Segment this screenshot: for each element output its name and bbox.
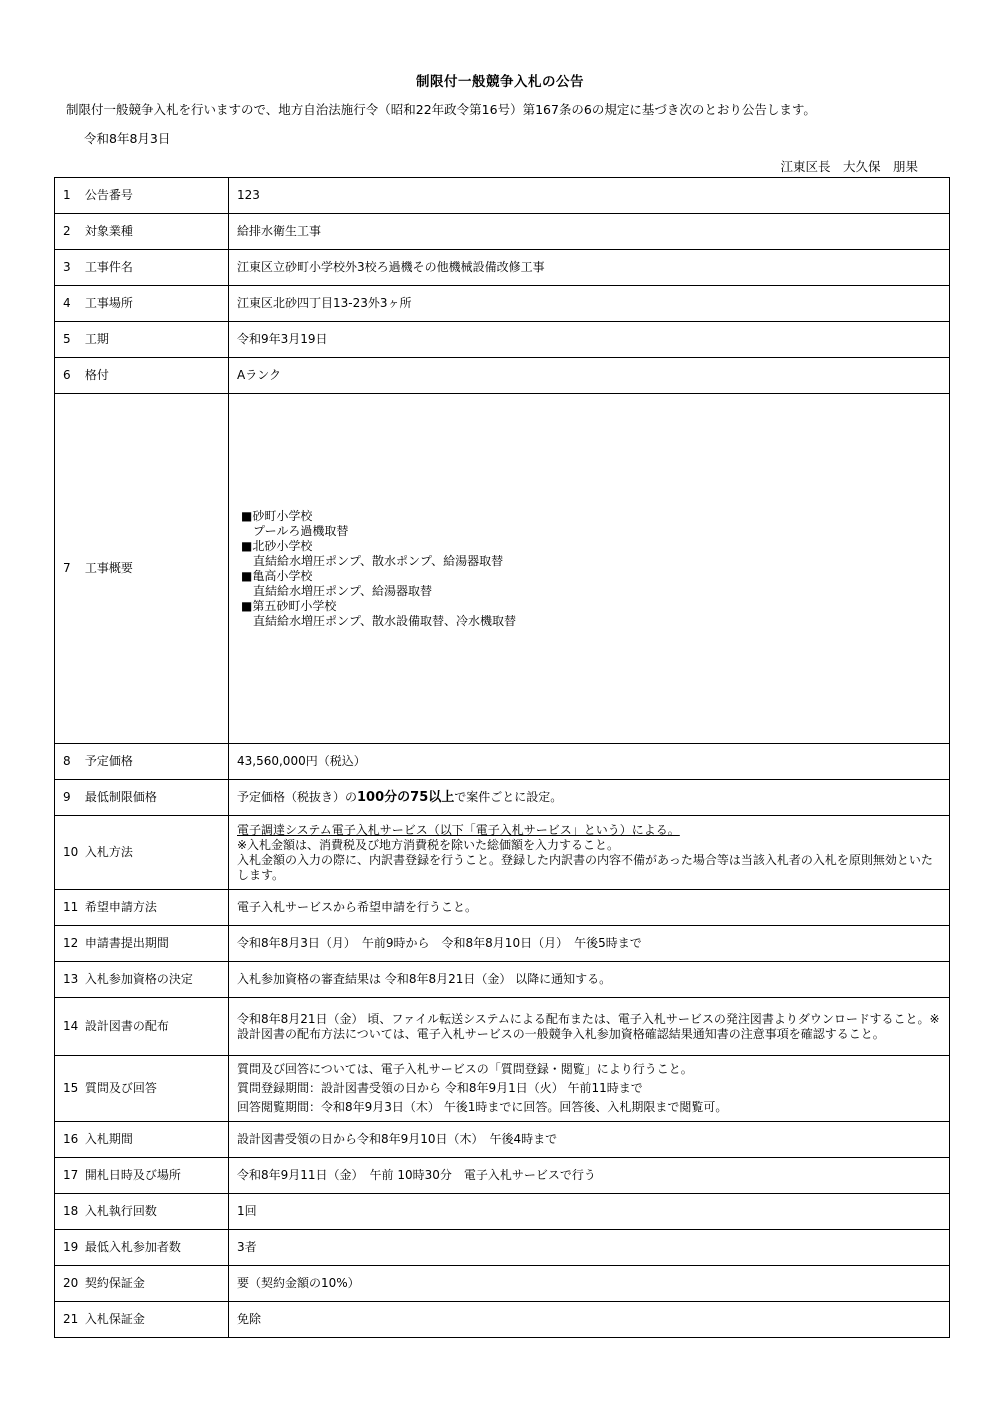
item-label: 入札参加資格の決定 bbox=[84, 972, 193, 986]
table-row bbox=[55, 322, 950, 358]
table-row bbox=[55, 286, 950, 322]
item-label: 予定価格 bbox=[84, 754, 133, 768]
item-number: 3 bbox=[63, 260, 71, 274]
table-row bbox=[55, 1302, 950, 1338]
item-label: 工事概要 bbox=[84, 561, 133, 575]
item-value: 給排水衛生工事 bbox=[229, 214, 950, 250]
item-label-cell bbox=[55, 890, 229, 926]
item-label: 質問及び回答 bbox=[84, 1081, 157, 1095]
table-row bbox=[55, 214, 950, 250]
min-price-suffix: で案件ごとに設定。 bbox=[454, 790, 563, 804]
item-value: 電子入札サービスから希望申請を行うこと。 bbox=[229, 890, 950, 926]
item-label: 入札執行回数 bbox=[84, 1204, 157, 1218]
item-label-cell bbox=[55, 1230, 229, 1266]
item-value: 令和9年3月19日 bbox=[229, 322, 950, 358]
outline-line: ■亀高小学校 bbox=[241, 568, 313, 583]
item-number: 19 bbox=[63, 1240, 79, 1254]
item-number: 16 bbox=[63, 1132, 79, 1146]
item-value: 123 bbox=[229, 178, 950, 214]
item-number: 8 bbox=[63, 754, 71, 768]
notice-title: 制限付一般競争入札の公告 bbox=[416, 74, 584, 90]
item-label-cell bbox=[55, 358, 229, 394]
item-label-cell bbox=[55, 1158, 229, 1194]
item-label-cell bbox=[55, 286, 229, 322]
item-label: 開札日時及び場所 bbox=[84, 1168, 181, 1182]
item-value: 1回 bbox=[229, 1194, 950, 1230]
item-value bbox=[229, 780, 950, 816]
item-label-cell bbox=[55, 394, 229, 744]
item-label: 契約保証金 bbox=[84, 1276, 145, 1290]
qa-line: 質問登録期間：設計図書受領の日から 令和8年9月1日（火） 午前11時まで bbox=[237, 1081, 643, 1095]
table-row bbox=[55, 1230, 950, 1266]
item-label: 申請書提出期間 bbox=[84, 936, 169, 950]
item-label-cell bbox=[55, 962, 229, 998]
table-row bbox=[55, 250, 950, 286]
item-value: 要（契約金額の10%） bbox=[229, 1266, 950, 1302]
item-label-cell bbox=[55, 926, 229, 962]
item-number: 9 bbox=[63, 790, 71, 804]
item-value: 43,560,000円（税込） bbox=[229, 744, 950, 780]
item-number: 15 bbox=[63, 1081, 79, 1095]
item-number: 14 bbox=[63, 1019, 79, 1033]
bid-method-line: 電子調達システム電子入札サービス（以下「電子入札サービス」という）による。 bbox=[237, 822, 680, 837]
notice-table bbox=[54, 177, 950, 1338]
item-value: Aランク bbox=[229, 358, 950, 394]
item-value: 令和8年8月3日（月） 午前9時から 令和8年8月10日（月） 午後5時まで bbox=[229, 926, 950, 962]
item-number: 6 bbox=[63, 368, 71, 382]
table-row bbox=[55, 1056, 950, 1122]
item-value bbox=[229, 394, 950, 744]
item-label: 最低入札参加者数 bbox=[84, 1240, 181, 1254]
item-number: 7 bbox=[63, 561, 71, 575]
table-row bbox=[55, 962, 950, 998]
item-label: 設計図書の配布 bbox=[84, 1019, 169, 1033]
item-label-cell bbox=[55, 250, 229, 286]
item-number: 17 bbox=[63, 1168, 79, 1182]
item-number: 20 bbox=[63, 1276, 79, 1290]
table-row bbox=[55, 1122, 950, 1158]
table-row bbox=[55, 1158, 950, 1194]
item-label-cell bbox=[55, 1122, 229, 1158]
item-label: 最低制限価格 bbox=[84, 790, 157, 804]
table-row bbox=[55, 394, 950, 744]
qa-line: 回答閲覧期間：令和8年9月3日（木） 午後1時までに回答。回答後、入札期限まで閲覧可。 bbox=[237, 1100, 728, 1114]
bid-method-line: ※入札金額は、消費税及び地方消費税を除いた総価額を入力すること。 bbox=[237, 837, 620, 852]
table-row bbox=[55, 1266, 950, 1302]
item-label: 対象業種 bbox=[84, 224, 133, 238]
item-value bbox=[229, 1056, 950, 1122]
table-row bbox=[55, 178, 950, 214]
table-row bbox=[55, 744, 950, 780]
qa-line: 質問及び回答については、電子入札サービスの「質問登録・閲覧」により行うこと。 bbox=[237, 1062, 693, 1076]
outline-line: ■第五砂町小学校 bbox=[241, 598, 337, 613]
item-label-cell bbox=[55, 744, 229, 780]
item-label: 工期 bbox=[84, 332, 109, 346]
item-value: 免除 bbox=[229, 1302, 950, 1338]
bid-method-line: 入札金額の入力の際に、内訳書登録を行うこと。登録した内訳書の内容不備があった場合等は当該入札者の入札を原則無効といたします。 bbox=[237, 852, 933, 882]
item-number: 13 bbox=[63, 972, 79, 986]
item-number: 4 bbox=[63, 296, 71, 310]
table-row bbox=[55, 890, 950, 926]
table-row bbox=[55, 816, 950, 890]
item-value: 江東区北砂四丁目13-23外3ヶ所 bbox=[229, 286, 950, 322]
outline-line: 直結給水増圧ポンプ、散水設備取替、冷水機取替 bbox=[241, 613, 517, 628]
min-price-prefix: 予定価格（税抜き）の bbox=[237, 790, 358, 804]
item-label: 工事件名 bbox=[84, 260, 133, 274]
item-label-cell bbox=[55, 780, 229, 816]
item-number: 2 bbox=[63, 224, 71, 238]
table-row bbox=[55, 358, 950, 394]
item-value: 3者 bbox=[229, 1230, 950, 1266]
item-label-cell bbox=[55, 322, 229, 358]
item-value: 令和8年8月21日（金） 頃、ファイル転送システムによる配布または、電子入札サービスの発注図書よりダウンロードすること。※設計図書の配布方法については、電子入札サービスの一般競争入札参加資格確認結果通知書の注意事項を確認すること。 bbox=[229, 998, 950, 1056]
outline-line: 直結給水増圧ポンプ、散水ポンプ、給湯器取替 bbox=[241, 553, 504, 568]
item-label: 希望申請方法 bbox=[84, 900, 157, 914]
notice-signer: 江東区長 大久保 朋果 bbox=[780, 159, 918, 174]
item-number: 5 bbox=[63, 332, 71, 346]
item-value: 江東区立砂町小学校外3校ろ過機その他機械設備改修工事 bbox=[229, 250, 950, 286]
item-number: 11 bbox=[63, 900, 79, 914]
item-label: 工事場所 bbox=[84, 296, 133, 310]
item-value: 令和8年9月11日（金） 午前 10時30分 電子入札サービスで行う bbox=[229, 1158, 950, 1194]
item-label-cell bbox=[55, 816, 229, 890]
outline-line: ■北砂小学校 bbox=[241, 538, 313, 553]
table-row bbox=[55, 926, 950, 962]
item-label: 格付 bbox=[84, 368, 109, 382]
item-label-cell bbox=[55, 1266, 229, 1302]
table-row bbox=[55, 1194, 950, 1230]
table-row bbox=[55, 998, 950, 1056]
item-number: 18 bbox=[63, 1204, 79, 1218]
item-label: 入札期間 bbox=[84, 1132, 133, 1146]
item-label: 入札保証金 bbox=[84, 1312, 145, 1326]
table-row bbox=[55, 780, 950, 816]
item-label-cell bbox=[55, 998, 229, 1056]
item-label-cell bbox=[55, 178, 229, 214]
item-value: 入札参加資格の審査結果は 令和8年8月21日（金） 以降に通知する。 bbox=[229, 962, 950, 998]
item-number: 1 bbox=[63, 188, 71, 202]
item-label-cell bbox=[55, 214, 229, 250]
item-value bbox=[229, 816, 950, 890]
item-value: 設計図書受領の日から令和8年9月10日（木） 午後4時まで bbox=[229, 1122, 950, 1158]
item-number: 10 bbox=[63, 845, 79, 859]
outline-line: プールろ過機取替 bbox=[241, 523, 349, 538]
item-label-cell bbox=[55, 1302, 229, 1338]
item-label: 入札方法 bbox=[84, 845, 133, 859]
item-label: 公告番号 bbox=[84, 188, 133, 202]
outline-line: 直結給水増圧ポンプ、給湯器取替 bbox=[241, 583, 433, 598]
item-number: 12 bbox=[63, 936, 79, 950]
notice-date: 令和8年8月3日 bbox=[84, 131, 171, 146]
item-label-cell bbox=[55, 1056, 229, 1122]
outline-line: ■砂町小学校 bbox=[241, 508, 313, 523]
min-price-ratio: 100分の75以上 bbox=[357, 790, 455, 805]
item-number: 21 bbox=[63, 1312, 79, 1326]
item-label-cell bbox=[55, 1194, 229, 1230]
notice-preamble: 制限付一般競争入札を行いますので、地方自治法施行令（昭和22年政令第16号）第167条の6の規定に基づき次のとおり公告します。 bbox=[66, 102, 816, 117]
